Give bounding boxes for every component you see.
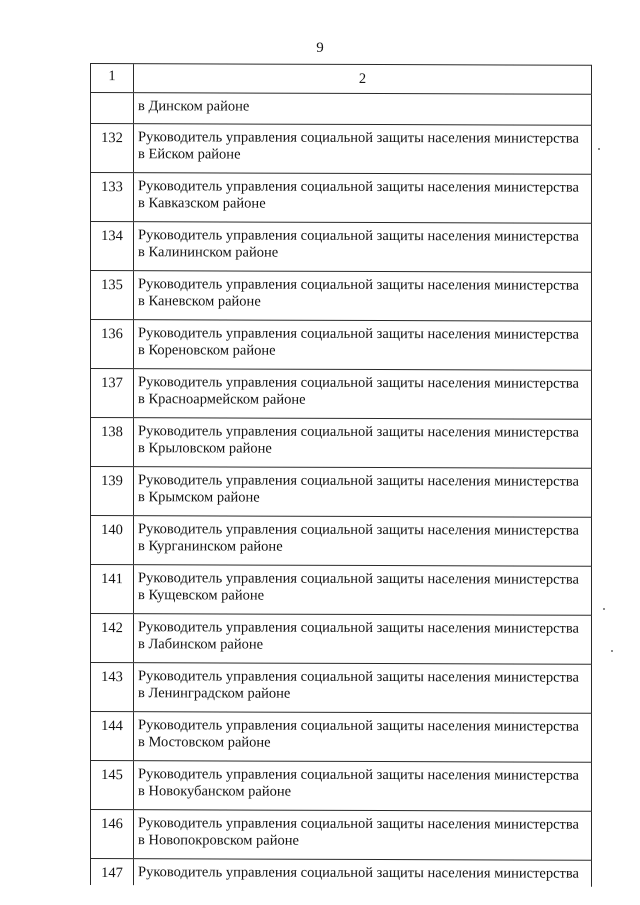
row-text-line-1: Руководитель управления социальной защиты населения министерства bbox=[138, 766, 579, 784]
row-text-line-2: в Ленинградском районе bbox=[138, 685, 291, 702]
header-col-1: 1 bbox=[91, 64, 134, 92]
row-text-line-1: Руководитель управления социальной защиты населения министерства bbox=[138, 472, 579, 490]
table-row bbox=[90, 516, 592, 567]
row-text-line-1: Руководитель управления социальной защиты населения министерства bbox=[138, 423, 579, 441]
row-text bbox=[134, 173, 591, 223]
row-text bbox=[134, 810, 591, 860]
table-row bbox=[90, 418, 592, 469]
row-number: 146 bbox=[91, 810, 134, 858]
row-number: 137 bbox=[91, 369, 134, 417]
table-row bbox=[90, 810, 592, 861]
row-text-line-1: Руководитель управления социальной защиты населения министерства bbox=[138, 521, 579, 539]
row-text-line-1: Руководитель управления социальной защиты населения министерства bbox=[138, 864, 579, 882]
row-text-line-1: Руководитель управления социальной защиты населения министерства bbox=[138, 717, 579, 735]
table-row bbox=[90, 614, 592, 665]
row-text-line-1: Руководитель управления социальной защиты населения министерства bbox=[138, 815, 579, 833]
row-number: 144 bbox=[91, 712, 134, 760]
row-text-line-2: в Калининском районе bbox=[138, 244, 279, 261]
row-text-line-2: в Мостовском районе bbox=[138, 734, 271, 751]
row-text bbox=[134, 565, 591, 615]
row-text bbox=[134, 320, 591, 370]
table-row bbox=[90, 712, 592, 763]
table-row-last bbox=[90, 859, 592, 887]
row-number bbox=[91, 93, 134, 123]
row-number: 142 bbox=[91, 614, 134, 662]
table-row bbox=[90, 467, 592, 518]
row-text-line-1: Руководитель управления социальной защиты населения министерства bbox=[138, 129, 579, 147]
row-number: 140 bbox=[91, 516, 134, 564]
table-row bbox=[90, 173, 592, 224]
row-text bbox=[134, 614, 591, 664]
table-row bbox=[90, 124, 592, 175]
table-row bbox=[90, 663, 592, 714]
row-number: 135 bbox=[91, 271, 134, 319]
row-text-line-2: в Крымском районе bbox=[138, 489, 260, 506]
row-text-line-1: Руководитель управления социальной защиты населения министерства bbox=[138, 619, 579, 637]
row-text-line-2: в Красноармейском районе bbox=[138, 391, 306, 408]
scan-speck bbox=[611, 650, 613, 652]
row-text-line-1: Руководитель управления социальной защиты населения министерства bbox=[138, 178, 579, 196]
row-text-line-2: в Курганинском районе bbox=[138, 538, 283, 555]
row-text bbox=[134, 124, 591, 174]
table-row bbox=[90, 761, 592, 812]
row-number: 134 bbox=[91, 222, 134, 270]
row-number: 145 bbox=[91, 761, 134, 809]
row-text-line-1: Руководитель управления социальной защиты населения министерства bbox=[138, 570, 579, 588]
row-number: 133 bbox=[91, 173, 134, 221]
table-row bbox=[90, 565, 592, 616]
row-text bbox=[134, 859, 591, 887]
row-text-line-1: Руководитель управления социальной защиты населения министерства bbox=[138, 227, 579, 245]
row-text-line-1: Руководитель управления социальной защиты населения министерства bbox=[138, 276, 579, 294]
row-number: 141 bbox=[91, 565, 134, 613]
table-row-continuation bbox=[90, 93, 592, 126]
row-number: 132 bbox=[91, 124, 134, 172]
row-text-line-2: в Кореновском районе bbox=[138, 342, 276, 359]
row-text bbox=[134, 222, 591, 272]
scan-speck bbox=[598, 148, 600, 150]
row-text bbox=[134, 663, 591, 713]
row-text-line-2: в Каневском районе bbox=[138, 293, 261, 310]
row-text-line-2: в Новопокровском районе bbox=[138, 832, 299, 849]
row-text bbox=[134, 93, 591, 125]
row-number: 143 bbox=[91, 663, 134, 711]
row-text bbox=[134, 467, 591, 517]
table-row bbox=[90, 369, 592, 420]
row-text bbox=[134, 712, 591, 762]
row-text-line-2: в Крыловском районе bbox=[138, 440, 272, 457]
table-row bbox=[90, 271, 592, 322]
row-text-line-1: Руководитель управления социальной защиты населения министерства bbox=[138, 374, 579, 392]
table-row bbox=[90, 222, 592, 273]
row-text bbox=[134, 761, 591, 811]
row-text bbox=[134, 516, 591, 566]
scan-speck bbox=[603, 608, 605, 610]
table-body bbox=[90, 124, 592, 861]
row-text-line-2: в Новокубанском районе bbox=[138, 783, 292, 800]
document-table bbox=[90, 63, 592, 887]
row-text-line: в Динском районе bbox=[138, 98, 250, 115]
header-col-2: 2 bbox=[358, 70, 367, 87]
table-row bbox=[90, 320, 592, 371]
row-text bbox=[134, 271, 591, 321]
page-number: 9 bbox=[316, 40, 324, 56]
row-number: 147 bbox=[91, 859, 134, 885]
row-number: 138 bbox=[91, 418, 134, 466]
row-text bbox=[134, 369, 591, 419]
row-text-line-1: Руководитель управления социальной защиты населения министерства bbox=[138, 325, 579, 343]
row-text-line-1: Руководитель управления социальной защиты населения министерства bbox=[138, 668, 579, 686]
row-number: 139 bbox=[91, 467, 134, 515]
row-number: 136 bbox=[91, 320, 134, 368]
row-text-line-2: в Лабинском районе bbox=[138, 636, 264, 653]
table-header-row bbox=[90, 63, 592, 95]
row-text-line-2: в Кущевском районе bbox=[138, 587, 265, 604]
row-text-line-2: в Кавказском районе bbox=[138, 195, 266, 212]
row-text bbox=[134, 418, 591, 468]
row-text-line-2: в Ейском районе bbox=[138, 146, 241, 163]
